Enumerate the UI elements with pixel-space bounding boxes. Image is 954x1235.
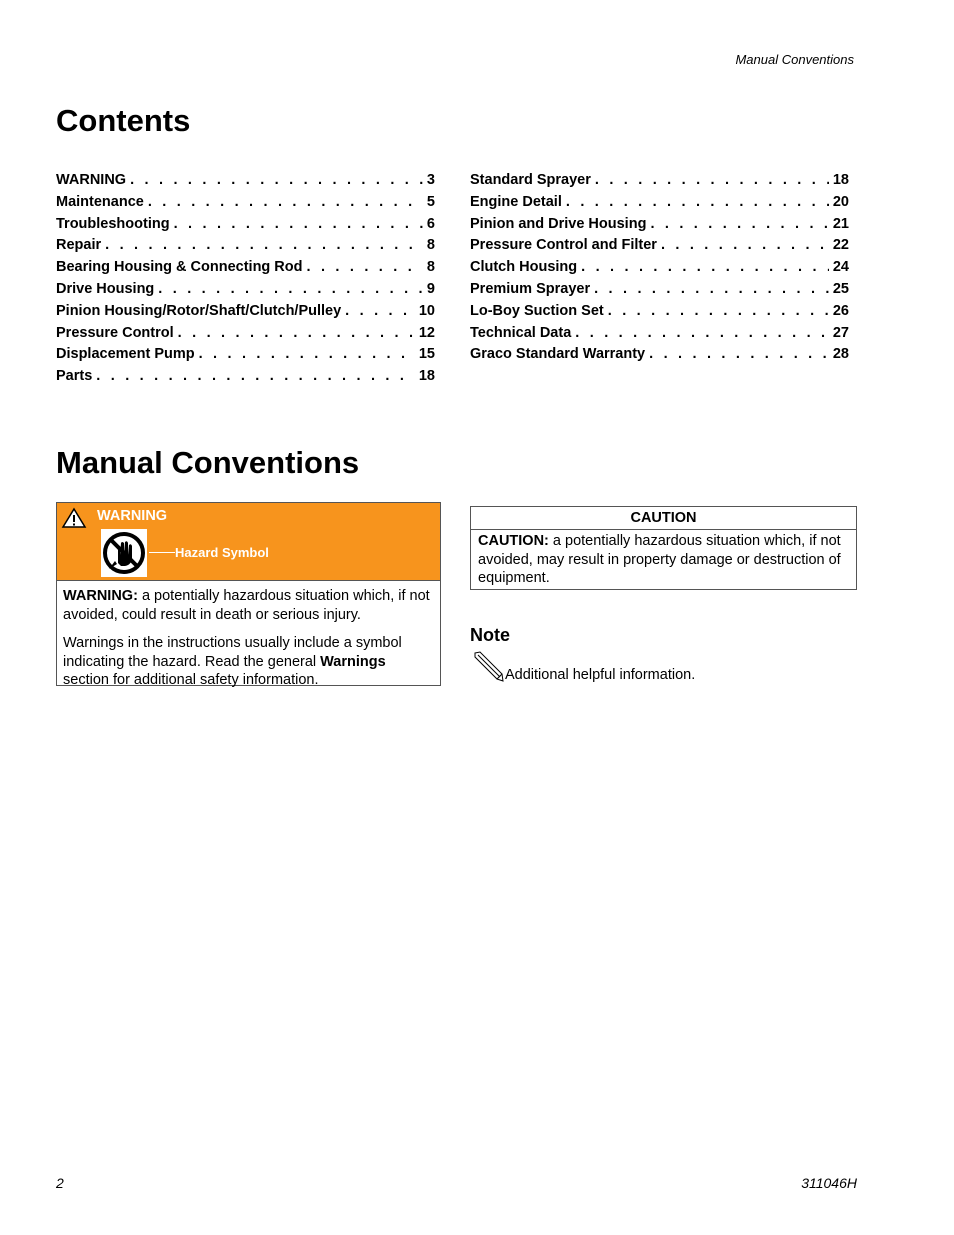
toc-page: 9 — [426, 280, 435, 297]
warning-instructions — [63, 634, 434, 690]
toc-entry[interactable] — [470, 281, 849, 303]
toc-entry[interactable] — [56, 346, 435, 368]
toc-entry[interactable] — [56, 216, 435, 238]
toc-page: 12 — [418, 324, 435, 341]
toc-entry[interactable] — [470, 303, 849, 325]
toc-leader — [148, 194, 423, 210]
warning-box — [56, 502, 441, 686]
note-text: Additional helpful information. — [505, 667, 696, 683]
toc-leader — [130, 172, 423, 188]
toc-label: Repair — [56, 237, 102, 254]
toc-page: 8 — [426, 259, 435, 276]
toc-entry[interactable] — [470, 325, 849, 347]
toc-label: Pinion Housing/Rotor/Shaft/Clutch/Pulley — [56, 302, 342, 319]
toc-entry[interactable] — [56, 303, 435, 325]
toc-page: 28 — [832, 346, 849, 363]
running-head: Manual Conventions — [735, 52, 854, 67]
note-title: Note — [470, 625, 510, 645]
toc-page: 24 — [832, 259, 849, 276]
toc-page: 26 — [832, 302, 849, 319]
toc-page: 8 — [426, 237, 435, 254]
warning-instructions-text-end: section for additional safety information. — [63, 672, 319, 688]
warning-term: WARNING: — [63, 588, 138, 604]
caution-box — [470, 506, 857, 590]
toc-left-column — [56, 172, 435, 390]
contents-title: Contents — [56, 103, 191, 138]
toc-entry[interactable] — [470, 346, 849, 368]
toc-leader — [595, 172, 829, 188]
toc-entry[interactable] — [470, 237, 849, 259]
toc-page: 18 — [832, 172, 849, 188]
toc-label: Clutch Housing — [470, 259, 578, 276]
toc-leader — [105, 237, 423, 253]
toc-label: Pinion and Drive Housing — [470, 215, 647, 232]
toc-label: WARNING — [56, 172, 127, 188]
toc-label: Displacement Pump — [56, 346, 195, 363]
warning-body — [57, 581, 440, 690]
warning-instructions-text: Warnings in the instructions usually include a symbol indicating the hazard. Read the general — [63, 635, 402, 670]
toc-page: 22 — [832, 237, 849, 254]
toc-entry[interactable] — [56, 194, 435, 216]
toc-page: 5 — [426, 193, 435, 210]
toc-page: 20 — [832, 193, 849, 210]
toc-leader — [178, 325, 415, 341]
hazard-symbol-label: Hazard Symbol — [175, 545, 269, 560]
warning-label: WARNING — [97, 508, 168, 524]
toc-label: Pressure Control and Filter — [470, 237, 657, 254]
page-number: 2 — [56, 1175, 64, 1191]
toc-entry[interactable] — [56, 368, 435, 390]
caution-body — [471, 530, 856, 590]
toc-leader — [661, 237, 829, 253]
toc-entry[interactable] — [470, 172, 849, 194]
toc-page: 21 — [832, 215, 849, 232]
toc-label: Technical Data — [470, 324, 572, 341]
document-id: 311046H — [801, 1175, 857, 1191]
toc-label: Pressure Control — [56, 324, 174, 341]
toc-leader — [581, 259, 829, 275]
toc-leader — [594, 281, 829, 297]
toc-right-column — [470, 172, 849, 368]
toc-entry[interactable] — [470, 259, 849, 281]
toc-page: 27 — [832, 324, 849, 341]
conventions-title: Manual Conventions — [56, 445, 360, 480]
toc-label: Bearing Housing & Connecting Rod — [56, 259, 303, 276]
toc-label: Parts — [56, 368, 93, 385]
caution-term: CAUTION: — [478, 533, 549, 549]
toc-leader — [307, 259, 423, 275]
toc-leader — [650, 216, 828, 232]
toc-entry[interactable] — [470, 194, 849, 216]
toc-page: 15 — [418, 346, 435, 363]
toc-entry[interactable] — [56, 259, 435, 281]
toc-label: Engine Detail — [470, 193, 562, 210]
toc-page: 25 — [832, 280, 849, 297]
hazard-leader-line — [149, 552, 175, 553]
toc-label: Troubleshooting — [56, 215, 170, 232]
toc-leader — [566, 194, 829, 210]
toc-entry[interactable] — [56, 237, 435, 259]
toc-label: Standard Sprayer — [470, 172, 591, 188]
caution-header: CAUTION — [471, 507, 856, 530]
toc-leader — [345, 303, 415, 319]
toc-page: 3 — [426, 172, 435, 188]
toc-label: Drive Housing — [56, 280, 155, 297]
toc-entry[interactable] — [56, 325, 435, 347]
warning-header — [57, 503, 440, 581]
toc-leader — [608, 303, 829, 319]
warning-definition-text: a potentially hazardous situation which, if not avoided, could result in death or serious injury. — [63, 588, 430, 623]
toc-leader — [649, 346, 829, 362]
toc-leader — [96, 368, 415, 384]
toc-leader — [199, 346, 415, 362]
pencil-icon — [472, 650, 504, 682]
toc-label: Lo-Boy Suction Set — [470, 302, 604, 319]
toc-leader — [158, 281, 423, 297]
toc-label: Premium Sprayer — [470, 280, 591, 297]
toc-page: 6 — [426, 215, 435, 232]
toc-entry[interactable] — [56, 281, 435, 303]
toc-leader — [174, 216, 423, 232]
toc-label: Maintenance — [56, 193, 144, 210]
toc-page: 10 — [418, 302, 435, 319]
warning-triangle-icon — [61, 507, 87, 529]
no-hand-hazard-icon — [101, 529, 147, 577]
warning-definition — [63, 587, 434, 624]
toc-label: Graco Standard Warranty — [470, 346, 646, 363]
caution-definition-text: a potentially hazardous situation which, if not avoided, may result in property damage or destruction of equipment. — [478, 533, 841, 586]
toc-leader — [575, 325, 829, 341]
warnings-reference: Warnings — [320, 653, 386, 670]
toc-entry[interactable] — [56, 172, 435, 194]
toc-page: 18 — [418, 368, 435, 385]
toc-entry[interactable] — [470, 216, 849, 238]
